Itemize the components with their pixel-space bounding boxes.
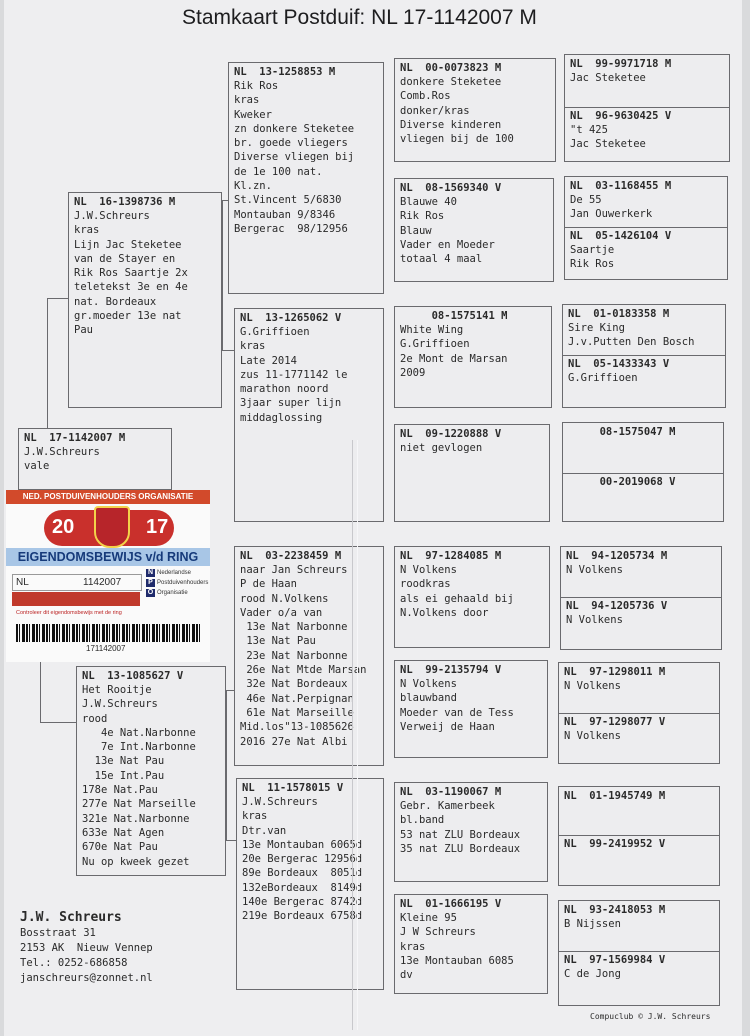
line: Pau [74,324,93,337]
line: 2009 [400,366,426,379]
line: gr.moeder 13e nat [74,310,182,323]
line: B Nijssen [564,918,621,930]
ring-number: NL 97-1298011 M [564,666,666,678]
connector [226,690,234,691]
line: N Volkens [564,680,621,692]
ggp-pair-box [562,422,724,522]
connector [40,722,76,723]
line: zn donkere Steketee [234,122,355,135]
subject-box [18,428,172,490]
ring-number: NL 03-1190067 M [400,786,502,798]
line: br. goede vliegers [234,137,348,150]
control-notice: Controleer dit eigendomsbewijs met de ring [16,610,122,616]
ring-number: NL 03-1168455 M [570,180,672,192]
phone: Tel.: 0252-686858 [20,957,128,969]
line: 46e Nat.Perpignan [240,692,354,705]
line: Lijn Jac Steketee [74,238,182,251]
line: vliegen bij de 100 [400,133,514,146]
line: Diverse vliegen bij [234,151,355,164]
ownership-label: EIGENDOMSBEWIJS v/d RING [6,548,210,566]
line: 13e Montauban 6085 [400,954,514,967]
ring-number: NL 16-1398736 M [74,196,176,208]
line: marathon noord [240,383,329,396]
line: 3jaar super lijn [240,397,342,410]
ring-number: 1142007 [83,577,122,588]
lion-crest-icon [94,506,130,548]
line: van de Stayer en [74,252,176,265]
great-grandparent-box [394,58,556,162]
line: Dtr.van [242,824,287,837]
flag-label: Organisatie [157,590,188,596]
flag-n-icon: N [147,569,154,576]
year-left: 20 [52,516,75,538]
ring-number: NL 13-1258853 M [234,66,336,78]
line: zus 11-1771142 le [240,368,348,381]
line: Blauwe 40 [400,196,457,208]
line: kras [242,810,268,823]
email: janschreurs@zonnet.nl [20,972,153,984]
line: kras [400,940,426,953]
connector [226,840,236,841]
line: 2016 27e Nat Albi [240,735,348,748]
line: middaglossing [240,411,323,424]
grandsire-paternal-box [228,62,384,294]
ggp-pair-box [558,786,720,886]
connector [47,298,48,428]
line: rood N.Volkens [240,592,329,605]
line: St.Vincent 5/6830 [234,194,342,207]
line: rood [82,712,108,725]
line: N.Volkens door [400,606,489,619]
line: 140e Bergerac 8742d [242,896,363,909]
line: teletekst 3e en 4e [74,281,188,294]
year-right: 17 [146,516,169,538]
line: J.W.Schreurs [24,446,100,458]
ring-field [12,574,142,591]
line: nat. Bordeaux [74,295,157,308]
ring-number: NL 08-1569340 V [400,182,502,194]
organisation-banner: NED. POSTDUIVENHOUDERS ORGANISATIE [6,490,210,504]
granddam-maternal-box [236,778,384,990]
owner-name: J.W. Schreurs [20,910,122,925]
line: Kweker [234,108,272,121]
line: Het Rooitje [82,684,152,696]
line: Montauban 9/8346 [234,208,336,221]
connector [222,350,234,351]
line: Jac Steketee [570,72,646,84]
line: kras [240,340,266,353]
ring-number: NL 99-9971718 M [570,58,672,70]
grandsire-maternal-box [234,546,384,766]
line: 13e Nat Pau [82,755,165,768]
npo-flags [146,568,208,598]
ggp-pair-box [558,662,720,764]
line: Kleine 95 [400,912,457,924]
line: 2e Mont de Marsan [400,352,508,365]
line: dv [400,969,413,982]
great-grandparent-box [394,894,548,994]
line: Bergerac 98/12956 [234,222,348,235]
line: G.Griffioen [400,338,470,351]
line: de 1e 100 nat. [234,165,323,178]
connector [222,200,223,350]
line: 219e Bordeaux 6758d [242,910,363,923]
line: 20e Bergerac 12956d [242,853,363,866]
line: 4e Nat.Narbonne [82,726,196,739]
ring-number: NL 03-2238459 M [240,550,342,562]
line: Late 2014 [240,354,297,367]
ggp-pair-box [558,900,720,1006]
great-grandparent-box [394,660,548,758]
line: donkere Steketee [400,76,502,88]
ring-number: NL 99-2135794 V [400,664,502,676]
line: 670e Nat Pau [82,841,158,854]
page-title: Stamkaart Postduif: NL 17-1142007 M [182,6,537,29]
country-code: NL [16,577,29,588]
line: Vader en Moeder [400,238,495,251]
flag-label: Postduivenhouders [157,580,209,586]
line: Kl.zn. [234,180,272,193]
great-grandparent-box [394,546,550,648]
ring-number: NL 17-1142007 M [24,432,126,444]
line: roodkras [400,578,451,591]
ring-number: NL 09-1220888 V [400,428,502,440]
ring-number: NL 94-1205734 M [566,550,668,562]
line: 53 nat ZLU Bordeaux [400,828,521,841]
line: J.W.Schreurs [242,796,318,808]
line: 132eBordeaux 8149d [242,881,363,894]
line: 277e Nat Marseille [82,798,196,811]
line: Moeder van de Tess [400,706,514,719]
line: 61e Nat Marseille [240,706,354,719]
ring-number: NL 94-1205736 V [566,600,668,612]
line: 633e Nat Agen [82,826,165,839]
great-grandparent-box [394,782,548,882]
line: Gebr. Kamerbeek [400,800,495,812]
flag-label: Nederlandse [157,570,192,576]
barcode [16,624,200,642]
ggp-pair-box [560,546,722,650]
father-box [68,192,222,408]
line: 15e Int.Pau [82,769,165,782]
line: Diverse kinderen [400,118,502,131]
ring-number: NL 05-1426104 V [570,230,672,242]
line: 13e Nat Narbonne [240,621,348,634]
ring-number: NL 13-1085627 V [82,670,184,682]
line: 35 nat ZLU Bordeaux [400,842,521,855]
line: N Volkens [400,678,457,690]
flag-p-icon: P [146,579,155,587]
line: naar Jan Schreurs [240,564,348,576]
footer-credit: Compuclub © J.W. Schreurs [590,1012,711,1021]
line: 7e Int.Narbonne [82,741,196,754]
line: J.W.Schreurs [74,210,150,222]
address-line: Bosstraat 31 [20,927,96,939]
granddam-paternal-box [234,308,384,522]
ring-number: NL 00-0073823 M [400,62,502,74]
line: Rik Ros [570,258,615,271]
line: Jac Steketee [570,138,646,151]
line: kras [234,94,260,107]
great-grandparent-box [394,178,554,282]
ring-number: NL 99-2419952 V [564,838,666,850]
ring-number: NL 93-2418053 M [564,904,666,916]
line: Comb.Ros [400,90,451,103]
line: "t 425 [570,124,608,136]
address-line: 2153 AK Nieuw Vennep [20,942,153,954]
barcode-number: 171142007 [86,644,126,653]
line: 32e Nat Bordeaux [240,678,348,691]
line: J.v.Putten Den Bosch [568,336,695,349]
line: vale [24,460,50,473]
line: 13e Nat Pau [240,635,316,648]
line: C de Jong [564,968,621,980]
line: N Volkens [566,564,623,576]
line: P de Haan [240,578,297,591]
ring-number: NL 01-1666195 V [400,898,502,910]
paper-fold [352,440,358,1030]
ring-number: 08-1575047 M [568,426,676,438]
line: Vader o/a van [240,606,323,619]
line: bl.band [400,814,445,827]
ggp-pair-box [564,176,728,280]
line: 321e Nat.Narbonne [82,812,190,825]
line: Rik Ros Saartje 2x [74,267,188,280]
line: Blauw [400,224,432,237]
connector [226,690,227,840]
flag-o-icon: O [147,589,154,596]
ring-number: 08-1575141 M [400,310,508,322]
great-grandparent-box [394,424,550,522]
line: 178e Nat.Pau [82,784,158,797]
line: niet gevlogen [400,442,483,454]
ring-number: NL 96-9630425 V [570,110,672,122]
line: De 55 [570,194,602,206]
line: J.W.Schreurs [82,698,158,711]
line: White Wing [400,324,464,336]
line: 89e Bordeaux 8051d [242,867,363,880]
line: Jan Ouwerkerk [570,208,653,221]
owner-address [20,910,153,986]
line: blauwband [400,692,457,705]
line: Rik Ros [234,80,279,92]
ring-number: NL 01-1945749 M [564,790,666,802]
line: 23e Nat Narbonne [240,649,348,662]
line: 13e Montauban 6065d [242,838,363,851]
mother-box [76,666,226,876]
ring-number: NL 97-1569984 V [564,954,666,966]
line: Mid.los"13-1085626 [240,721,354,734]
ring-number: NL 05-1433343 V [568,358,670,370]
line: Verweij de Haan [400,720,495,733]
line: Nu op kweek gezet [82,855,190,868]
line: N Volkens [400,564,457,576]
ring-number: NL 97-1284085 M [400,550,502,562]
line: G.Griffioen [240,326,310,338]
line: donker/kras [400,104,470,117]
line: J W Schreurs [400,926,476,939]
connector [40,662,41,722]
card-stripe [12,592,140,606]
line: N Volkens [564,730,621,742]
ring-number: 00-2019068 V [568,476,676,488]
line: Sire King [568,322,625,334]
line: G.Griffioen [568,372,638,384]
ring-number: NL 13-1265062 V [240,312,342,324]
line: totaal 4 maal [400,253,483,266]
connector [47,298,69,299]
line: 26e Nat Mtde Marsan [240,664,367,677]
ggp-pair-box [564,54,730,162]
ring-number: NL 97-1298077 V [564,716,666,728]
line: Saartje [570,244,615,256]
line: N Volkens [566,614,623,626]
line: kras [74,224,100,237]
line: Rik Ros [400,210,445,223]
ring-ownership-card [6,490,210,662]
line: als ei gehaald bij [400,592,514,605]
ggp-pair-box [562,304,726,408]
ring-number: NL 11-1578015 V [242,782,344,794]
ring-number: NL 01-0183358 M [568,308,670,320]
great-grandparent-box [394,306,552,408]
